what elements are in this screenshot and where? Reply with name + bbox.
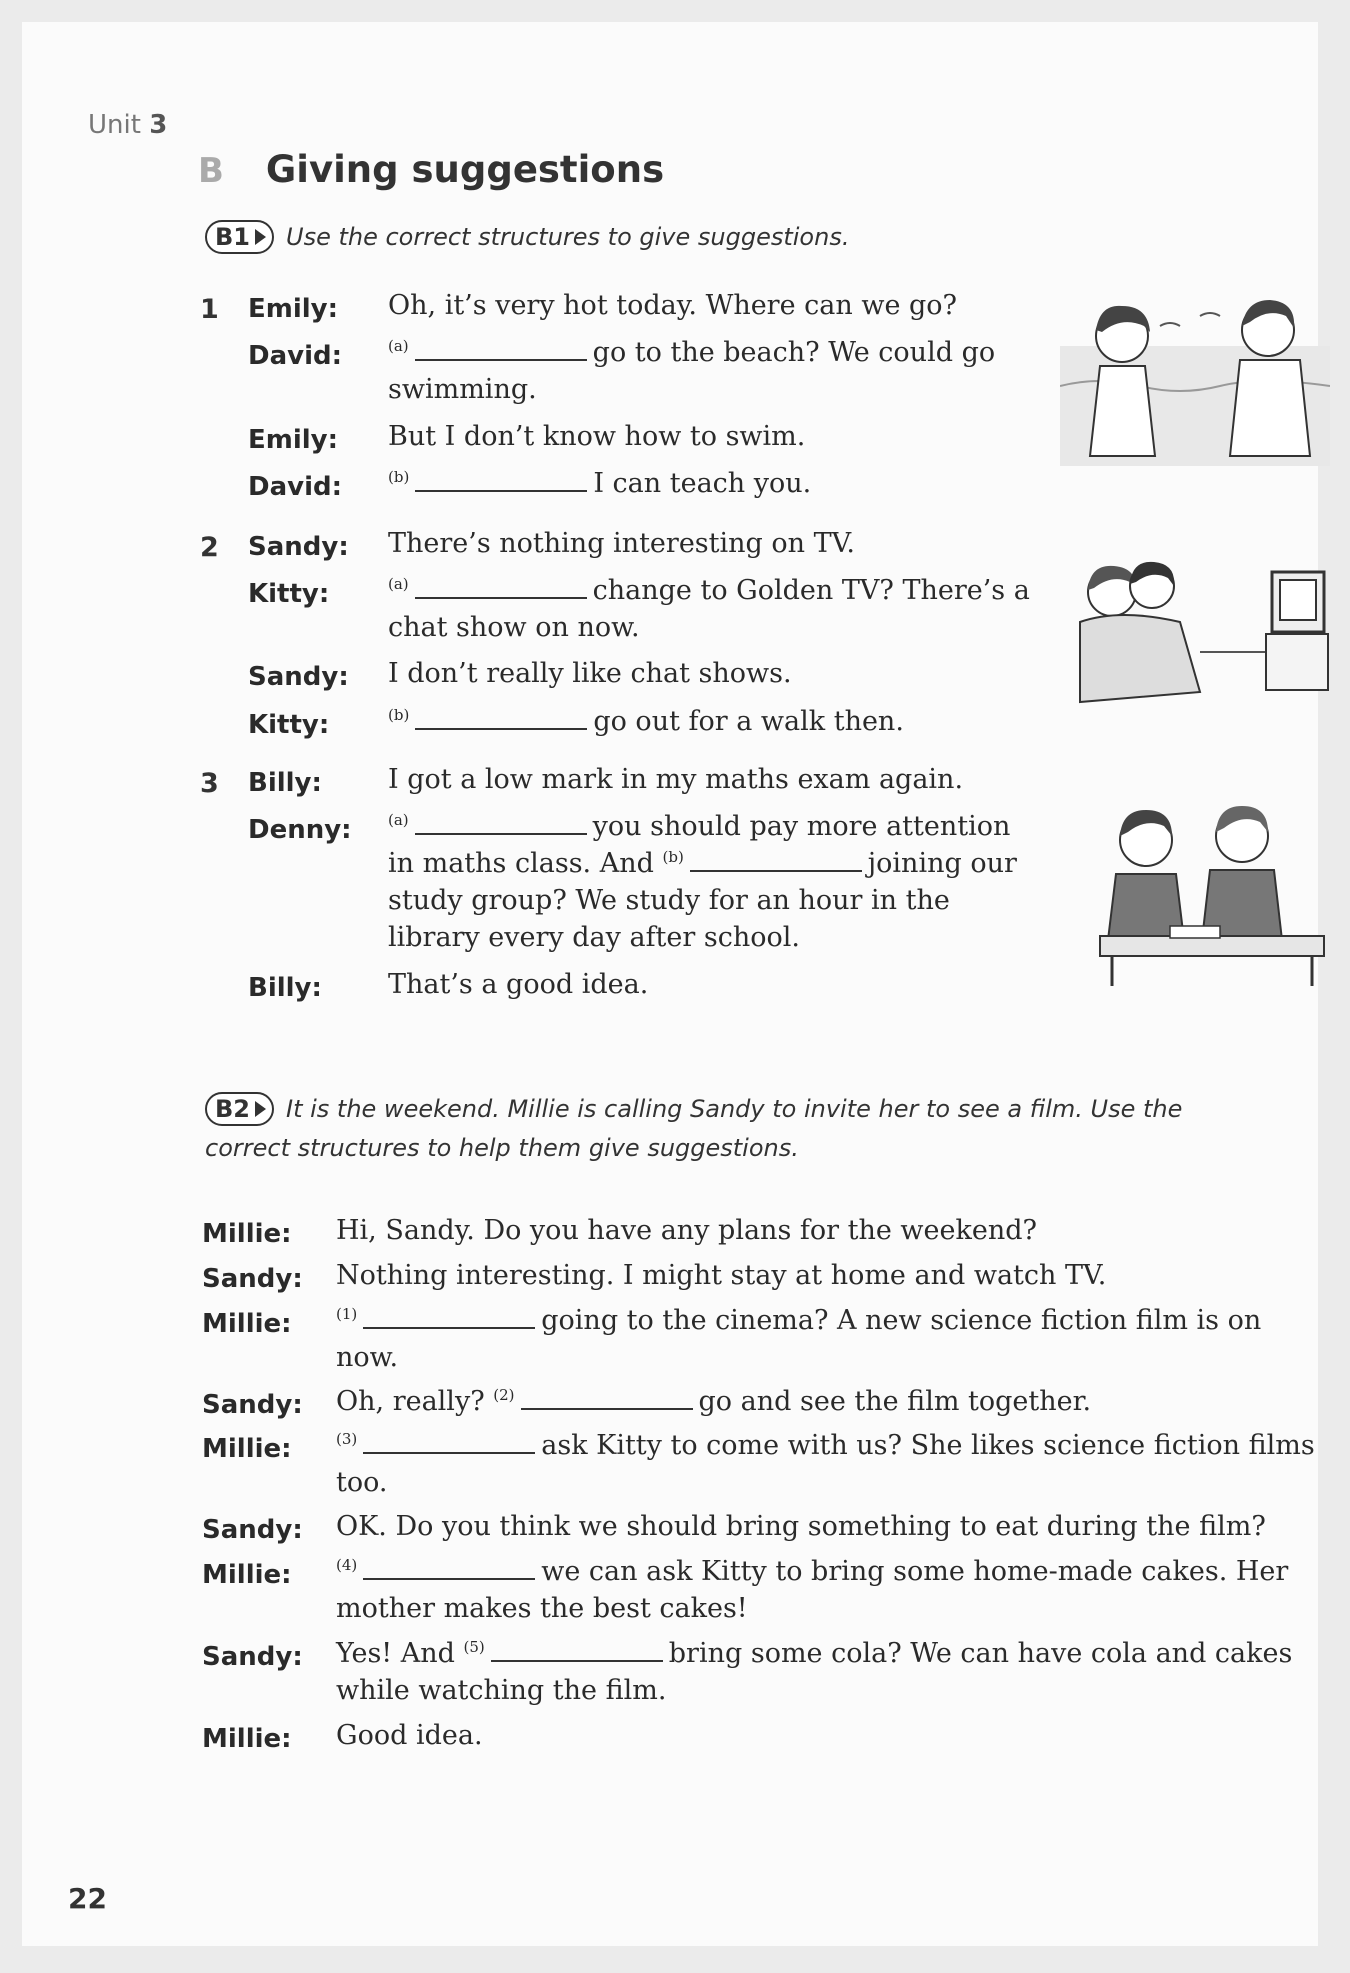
answer-blank[interactable] (521, 1386, 693, 1410)
section-title: Giving suggestions (265, 148, 665, 191)
speaker: Emily: (248, 294, 339, 324)
speaker: Billy: (248, 768, 322, 798)
speaker: Millie: (202, 1219, 292, 1249)
speaker: David: (248, 472, 342, 502)
dialogue-text: I don’t really like chat shows. (388, 658, 792, 689)
dialogue-text: There’s nothing interesting on TV. (388, 528, 855, 559)
dialogue-text: while watching the film. (336, 1675, 667, 1706)
dialogue-text: $^{(a)}$ you should pay more attention (388, 811, 1011, 842)
tv-illustration (1060, 542, 1330, 732)
blank-marker: (a) (388, 811, 409, 829)
dialogue-text: too. (336, 1467, 388, 1498)
dialogue-text: $^{(b)}$ go out for a walk then. (388, 706, 904, 737)
dialogue-text: swimming. (388, 374, 537, 405)
speaker: Kitty: (248, 579, 330, 609)
unit-label: Unit 3 (88, 110, 168, 140)
blank-marker: (3) (336, 1430, 358, 1448)
speaker: Millie: (202, 1309, 292, 1339)
blank-marker: (1) (336, 1305, 358, 1323)
blank-marker: (b) (388, 468, 410, 486)
dialogue-text: $^{(a)}$ go to the beach? We could go (388, 337, 996, 368)
dialogue-text: library every day after school. (388, 922, 800, 953)
speaker: Millie: (202, 1434, 292, 1464)
speaker: Millie: (202, 1724, 292, 1754)
answer-blank[interactable] (415, 811, 587, 835)
dialogue-text: $^{(1)}$ going to the cinema? A new science fiction film is on (336, 1305, 1262, 1336)
speaker: Millie: (202, 1560, 292, 1590)
speaker: Sandy: (202, 1390, 303, 1420)
dialogue-text: I got a low mark in my maths exam again. (388, 764, 964, 795)
blank-marker: (5) (463, 1638, 485, 1656)
answer-blank[interactable] (491, 1638, 663, 1662)
speaker: Denny: (248, 815, 352, 845)
dialogue-text: chat show on now. (388, 612, 640, 643)
study-illustration (1060, 790, 1330, 990)
dialogue-text: $^{(4)}$ we can ask Kitty to bring some home-made cakes. Her (336, 1556, 1289, 1587)
b1-badge: B1 (205, 220, 274, 254)
speaker: Billy: (248, 973, 322, 1003)
speaker: Sandy: (248, 662, 349, 692)
answer-blank[interactable] (690, 848, 862, 872)
item-number: 3 (200, 768, 219, 799)
speaker: David: (248, 341, 342, 371)
answer-blank[interactable] (415, 706, 587, 730)
speaker: Emily: (248, 425, 339, 455)
item-number: 2 (200, 532, 219, 563)
dialogue-text: That’s a good idea. (388, 969, 649, 1000)
dialogue-text: But I don’t know how to swim. (388, 421, 806, 452)
speaker: Kitty: (248, 710, 330, 740)
page-number: 22 (68, 1882, 107, 1915)
dialogue-text: $^{(3)}$ ask Kitty to come with us? She likes science fiction films (336, 1430, 1315, 1461)
answer-blank[interactable] (363, 1430, 535, 1454)
blank-marker: (2) (493, 1386, 515, 1404)
workbook-page (22, 22, 1318, 1946)
dialogue-text: OK. Do you think we should bring something to eat during the film? (336, 1511, 1266, 1542)
dialogue-text: Nothing interesting. I might stay at home and watch TV. (336, 1260, 1107, 1291)
dialogue-text: Oh, really? $^{(2)}$ go and see the film together. (336, 1386, 1092, 1417)
blank-marker: (a) (388, 337, 409, 355)
b1-instruction: B1 Use the correct structures to give suggestions. (205, 218, 849, 257)
blank-marker: (b) (388, 706, 410, 724)
dialogue-text: Oh, it’s very hot today. Where can we go? (388, 290, 958, 321)
section-letter: B (198, 151, 224, 191)
speaker: Sandy: (202, 1515, 303, 1545)
blank-marker: (4) (336, 1556, 358, 1574)
answer-blank[interactable] (415, 468, 587, 492)
dialogue-text: now. (336, 1342, 399, 1373)
dialogue-text: Hi, Sandy. Do you have any plans for the weekend? (336, 1215, 1037, 1246)
b2-badge: B2 (205, 1092, 274, 1126)
speaker: Sandy: (202, 1642, 303, 1672)
answer-blank[interactable] (415, 337, 587, 361)
speaker: Sandy: (248, 532, 349, 562)
dialogue-text: in maths class. And $^{(b)}$ joining our (388, 848, 1017, 879)
answer-blank[interactable] (363, 1305, 535, 1329)
dialogue-text: Good idea. (336, 1720, 483, 1751)
b2-instruction: B2 It is the weekend. Millie is calling Sandy to invite her to see a film. Use the correct structures to help them give suggestions. (205, 1090, 1182, 1168)
dialogue-text: $^{(b)}$ I can teach you. (388, 468, 812, 499)
answer-blank[interactable] (363, 1556, 535, 1580)
beach-illustration (1060, 286, 1330, 476)
section-heading (198, 148, 664, 191)
dialogue-text: study group? We study for an hour in the (388, 885, 950, 916)
answer-blank[interactable] (415, 575, 587, 599)
unit-number: 3 (149, 110, 168, 140)
dialogue-text: Yes! And $^{(5)}$ bring some cola? We can have cola and cakes (336, 1638, 1293, 1669)
dialogue-text: $^{(a)}$ change to Golden TV? There’s a (388, 575, 1030, 606)
blank-marker: (b) (662, 848, 684, 866)
speaker: Sandy: (202, 1264, 303, 1294)
dialogue-text: mother makes the best cakes! (336, 1593, 748, 1624)
item-number: 1 (200, 294, 219, 325)
blank-marker: (a) (388, 575, 409, 593)
